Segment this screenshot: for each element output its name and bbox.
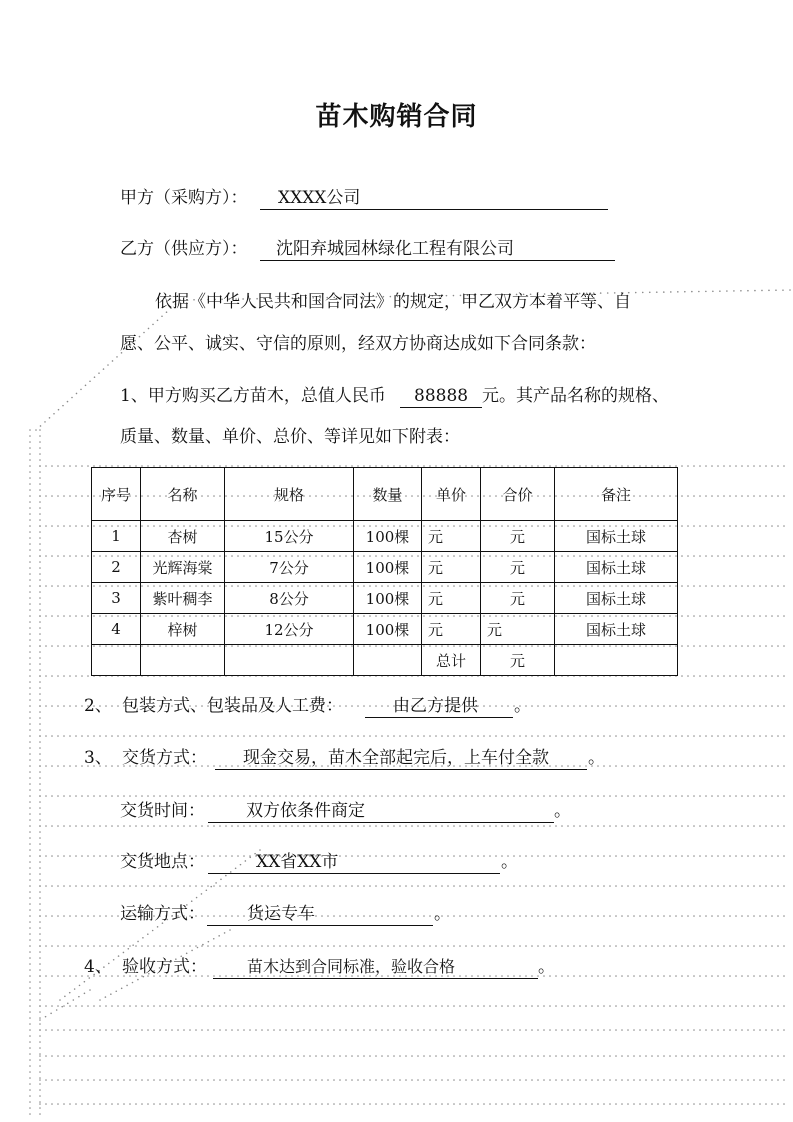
table-total-row	[92, 645, 678, 676]
cell-quantity: 100棵	[354, 552, 422, 583]
cell-subtotal: 元	[481, 552, 555, 583]
clause-3-label: 交货方式：	[122, 748, 207, 768]
header-unit-price: 单价	[422, 468, 481, 521]
clause-1-amount: 88888	[400, 385, 482, 408]
clause-1-prefix: 1、甲方购买乙方苗木，总值人民币	[120, 386, 386, 406]
cell-name: 梓树	[141, 614, 225, 645]
document-title: 苗木购销合同	[315, 102, 478, 132]
cell-spec: 15公分	[225, 521, 354, 552]
cell-spec: 7公分	[225, 552, 354, 583]
delivery-time-end: 。	[554, 801, 571, 821]
cell-subtotal: 元	[481, 614, 555, 645]
cell-quantity: 100棵	[354, 583, 422, 614]
clause-2-number: 2、	[84, 696, 112, 716]
clause-3-end: 。	[588, 748, 605, 768]
clause-4-number: 4、	[84, 957, 112, 977]
cell-unit-price: 元	[422, 614, 481, 645]
cell-name: 杏树	[141, 521, 225, 552]
total-label: 总计	[422, 645, 481, 676]
cell-empty	[225, 645, 354, 676]
cell-index: 2	[92, 552, 141, 583]
cell-remark: 国标土球	[555, 552, 678, 583]
cell-index: 1	[92, 521, 141, 552]
table-row	[92, 583, 678, 614]
clause-2-value: 由乙方提供	[365, 695, 513, 718]
header-index: 序号	[92, 468, 141, 521]
header-remark: 备注	[555, 468, 678, 521]
header-name: 名称	[141, 468, 225, 521]
intro-line-2: 愿、公平、诚实、守信的原则，经双方协商达成如下合同条款：	[120, 334, 596, 354]
cell-empty	[141, 645, 225, 676]
intro-line-1: 依据《中华人民共和国合同法》的规定，甲乙双方本着平等、自	[155, 292, 631, 312]
delivery-place-value: XX省XX市	[208, 851, 500, 874]
party-a-label: 甲方（采购方）：	[120, 188, 248, 208]
transport-value: 货运专车	[207, 903, 433, 926]
cell-remark: 国标土球	[555, 614, 678, 645]
cell-quantity: 100棵	[354, 614, 422, 645]
cell-index: 4	[92, 614, 141, 645]
clause-4-label: 验收方式：	[122, 957, 207, 977]
party-b-label: 乙方（供应方）：	[120, 239, 248, 259]
cell-empty	[92, 645, 141, 676]
items-table	[91, 467, 678, 676]
cell-spec: 8公分	[225, 583, 354, 614]
table-row	[92, 614, 678, 645]
clause-3-value: 现金交易，苗木全部起完后，上车付全款	[215, 747, 587, 770]
clause-2-end: 。	[514, 696, 531, 716]
table-header-row	[92, 468, 678, 521]
clause-1-line-2: 质量、数量、单价、总价、等详见如下附表：	[120, 427, 460, 447]
total-value: 元	[481, 645, 555, 676]
cell-unit-price: 元	[422, 583, 481, 614]
header-quantity: 数量	[354, 468, 422, 521]
cell-unit-price: 元	[422, 552, 481, 583]
table-row	[92, 552, 678, 583]
cell-empty	[555, 645, 678, 676]
transport-label: 运输方式：	[120, 904, 205, 924]
delivery-place-label: 交货地点：	[120, 852, 205, 872]
clause-1-suffix: 元。其产品名称的规格、	[482, 386, 669, 406]
cell-spec: 12公分	[225, 614, 354, 645]
clause-4-value: 苗木达到合同标准，验收合格	[213, 956, 538, 979]
cell-subtotal: 元	[481, 521, 555, 552]
transport-end: 。	[434, 904, 451, 924]
cell-index: 3	[92, 583, 141, 614]
party-a-value: XXXX公司	[260, 187, 608, 210]
cell-unit-price: 元	[422, 521, 481, 552]
delivery-place-end: 。	[501, 852, 518, 872]
table-row	[92, 521, 678, 552]
cell-name: 光辉海棠	[141, 552, 225, 583]
delivery-time-value: 双方依条件商定	[208, 800, 554, 823]
cell-quantity: 100棵	[354, 521, 422, 552]
cell-remark: 国标土球	[555, 583, 678, 614]
cell-remark: 国标土球	[555, 521, 678, 552]
party-b-value: 沈阳弃城园林绿化工程有限公司	[260, 238, 615, 261]
header-spec: 规格	[225, 468, 354, 521]
clause-2-label: 包装方式、包装品及人工费：	[122, 696, 343, 716]
cell-name: 紫叶稠李	[141, 583, 225, 614]
header-subtotal: 合价	[481, 468, 555, 521]
cell-subtotal: 元	[481, 583, 555, 614]
clause-3-number: 3、	[84, 748, 112, 768]
delivery-time-label: 交货时间：	[120, 801, 205, 821]
clause-4-end: 。	[538, 957, 555, 977]
cell-empty	[354, 645, 422, 676]
